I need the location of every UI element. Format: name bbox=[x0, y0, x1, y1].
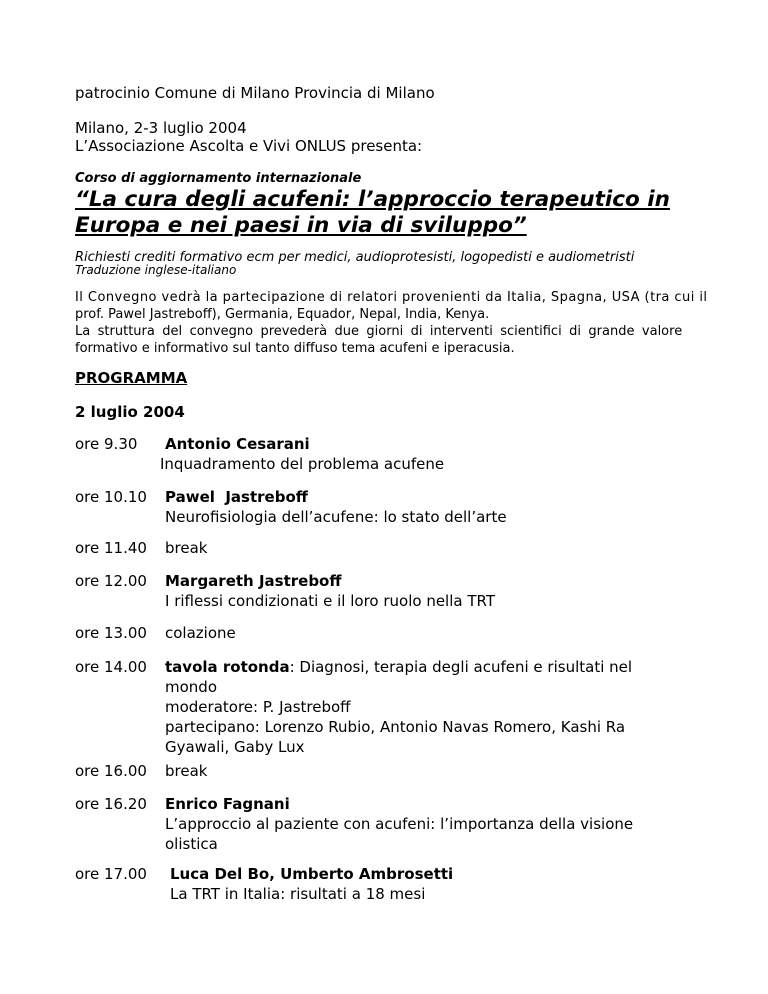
program-item bbox=[75, 623, 695, 643]
item-topic: Neurofisiologia dell’acufene: lo stato dell’arte bbox=[165, 508, 507, 526]
item-speaker: Luca Del Bo, Umberto Ambrosetti bbox=[170, 865, 454, 883]
presenter-line: L’Associazione Ascolta e Vivi ONLUS presenta: bbox=[75, 137, 423, 155]
round-table-participants: partecipano: Lorenzo Rubio, Antonio Navas Romero, Kashi Ra bbox=[165, 718, 626, 736]
item-body bbox=[165, 487, 695, 527]
item-topic: L’approccio al paziente con acufeni: l’importanza della visione bbox=[165, 815, 634, 833]
item-speaker: Pawel Jastreboff bbox=[165, 488, 308, 506]
date-place: Milano, 2-3 luglio 2004 bbox=[75, 119, 247, 137]
program-item bbox=[75, 864, 695, 904]
program-heading: PROGRAMMA bbox=[75, 369, 188, 387]
item-text: colazione bbox=[165, 624, 236, 642]
course-title-line-2: Europa e nei paesi in via di sviluppo” bbox=[75, 213, 527, 238]
item-time: ore 16.20 bbox=[75, 795, 147, 813]
item-time: ore 14.00 bbox=[75, 658, 147, 676]
credits-line: Richiesti crediti formativo ecm per medici, audioprotesisti, logopedisti e audiometristi bbox=[75, 250, 635, 265]
item-time: ore 17.00 bbox=[75, 865, 147, 883]
program-item bbox=[75, 538, 695, 558]
round-table-participants-cont: Gyawali, Gaby Lux bbox=[165, 738, 305, 756]
item-text: break bbox=[165, 762, 208, 780]
item-speaker: Enrico Fagnani bbox=[165, 795, 290, 813]
item-body bbox=[165, 761, 695, 781]
item-body bbox=[165, 538, 695, 558]
item-body bbox=[165, 623, 695, 643]
item-body bbox=[165, 571, 695, 611]
course-kind: Corso di aggiornamento internazionale bbox=[75, 171, 362, 186]
item-text: break bbox=[165, 539, 208, 557]
program-day: 2 luglio 2004 bbox=[75, 403, 185, 421]
course-title-line-1: “La cura degli acufeni: l’approccio terapeutico in bbox=[75, 187, 670, 212]
item-speaker: Margareth Jastreboff bbox=[165, 572, 342, 590]
item-topic-cont: olistica bbox=[165, 835, 218, 853]
item-topic: I riflessi condizionati e il loro ruolo nella TRT bbox=[165, 592, 495, 610]
item-time: ore 16.00 bbox=[75, 762, 147, 780]
intro-paragraph bbox=[75, 289, 708, 357]
intro-line-3: La struttura del convegno prevederà due giorni di interventi scientifici di grande valore bbox=[75, 324, 683, 339]
program-item bbox=[75, 571, 695, 611]
program-item bbox=[75, 487, 695, 527]
item-body bbox=[160, 434, 690, 474]
program-item bbox=[75, 657, 695, 757]
item-topic: La TRT in Italia: risultati a 18 mesi bbox=[170, 885, 426, 903]
item-time: ore 9.30 bbox=[75, 435, 138, 453]
patronage-line: patrocinio Comune di Milano Provincia di Milano bbox=[75, 84, 435, 102]
round-table-label: tavola rotonda bbox=[165, 658, 290, 676]
item-body bbox=[165, 657, 695, 757]
item-time: ore 13.00 bbox=[75, 624, 147, 642]
item-time: ore 10.10 bbox=[75, 488, 147, 506]
round-table-topic: : Diagnosi, terapia degli acufeni e risultati nel bbox=[289, 658, 633, 676]
intro-line-4: formativo e informativo sul tanto diffuso tema acufeni e iperacusia. bbox=[75, 341, 515, 356]
item-time: ore 12.00 bbox=[75, 572, 147, 590]
round-table-line bbox=[165, 657, 695, 677]
program-item bbox=[75, 761, 695, 781]
item-topic: Inquadramento del problema acufene bbox=[160, 455, 445, 473]
item-speaker: Antonio Cesarani bbox=[165, 435, 310, 453]
item-time: ore 11.40 bbox=[75, 539, 147, 557]
round-table-topic-cont: mondo bbox=[165, 678, 217, 696]
course-title bbox=[75, 187, 695, 239]
item-body bbox=[165, 794, 695, 854]
program-item bbox=[75, 794, 695, 854]
intro-line-1: Il Convegno vedrà la partecipazione di relatori provenienti da Italia, Spagna, USA (tra cui il bbox=[75, 290, 708, 305]
round-table-moderator: moderatore: P. Jastreboff bbox=[165, 698, 351, 716]
translation-line: Traduzione inglese-italiano bbox=[75, 263, 237, 277]
intro-line-2: prof. Pawel Jastreboff), Germania, Equador, Nepal, India, Kenya. bbox=[75, 307, 490, 322]
item-body bbox=[170, 864, 700, 904]
program-item bbox=[75, 434, 695, 474]
